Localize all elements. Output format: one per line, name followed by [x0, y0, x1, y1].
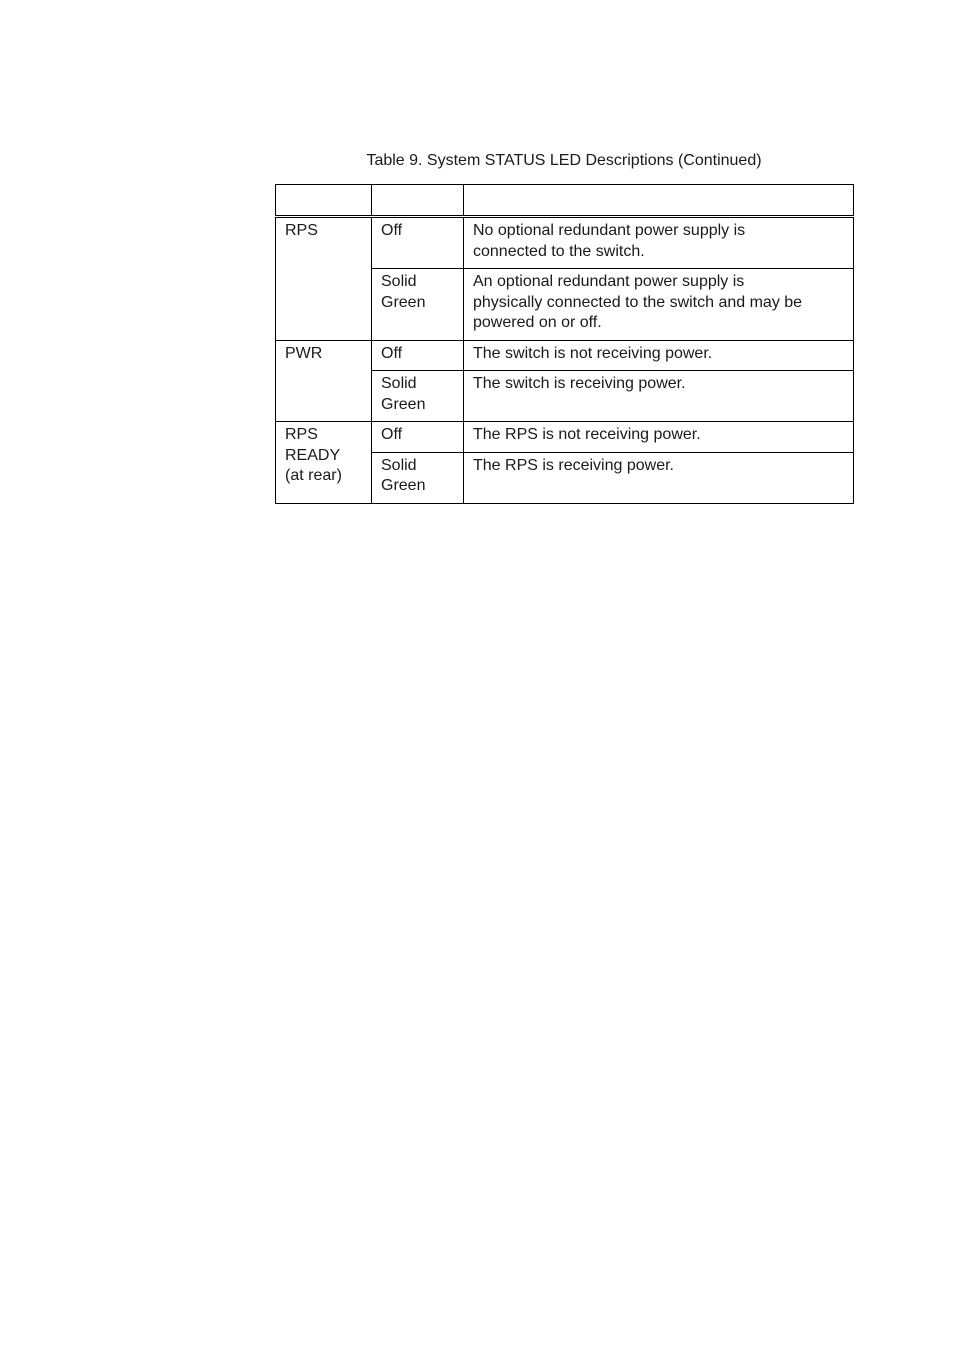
description-line: The switch is receiving power. [473, 375, 686, 392]
led-name-line: RPS [285, 426, 318, 443]
description-cell [464, 371, 854, 422]
header-description [464, 185, 854, 217]
led-name-line: RPS [285, 222, 318, 239]
state-line: Off [381, 344, 403, 362]
description-line: physically connected to the switch and may be [473, 293, 803, 311]
description-line: An optional redundant power supply is [473, 273, 745, 290]
led-name-cell [276, 340, 372, 422]
description-cell [464, 217, 854, 269]
description-line: powered on or off. [473, 314, 602, 331]
table-caption: Table 9. System STATUS LED Descriptions (Continued) [366, 152, 762, 169]
state-line: Green [381, 395, 426, 413]
state-line: Off [381, 222, 403, 239]
description-cell [464, 269, 854, 341]
description-line: The RPS is not receiving power. [473, 426, 701, 443]
led-name-line: PWR [285, 344, 323, 362]
state-cell [372, 269, 464, 341]
led-name-line: READY [285, 446, 341, 464]
state-line: Solid [381, 375, 417, 392]
led-descriptions-table [275, 184, 854, 504]
state-cell [372, 371, 464, 422]
description-line: connected to the switch. [473, 242, 645, 260]
header-led [276, 185, 372, 217]
led-name-line: (at rear) [285, 467, 342, 484]
state-cell [372, 422, 464, 453]
table-row [276, 340, 854, 371]
led-name-cell [276, 217, 372, 341]
state-line: Green [381, 293, 426, 311]
description-line: No optional redundant power supply is [473, 222, 746, 239]
state-line: Off [381, 426, 403, 443]
description-line: The switch is not receiving power. [473, 344, 713, 362]
table-header-row [276, 185, 854, 217]
state-cell [372, 217, 464, 269]
state-line: Solid [381, 273, 417, 290]
table-row [276, 422, 854, 453]
description-line: The RPS is receiving power. [473, 456, 674, 474]
state-cell [372, 452, 464, 503]
state-line: Green [381, 477, 426, 494]
header-state [372, 185, 464, 217]
table-row [276, 217, 854, 269]
state-line: Solid [381, 456, 417, 474]
description-cell [464, 340, 854, 371]
description-cell [464, 452, 854, 503]
state-cell [372, 340, 464, 371]
led-name-cell [276, 422, 372, 504]
description-cell [464, 422, 854, 453]
